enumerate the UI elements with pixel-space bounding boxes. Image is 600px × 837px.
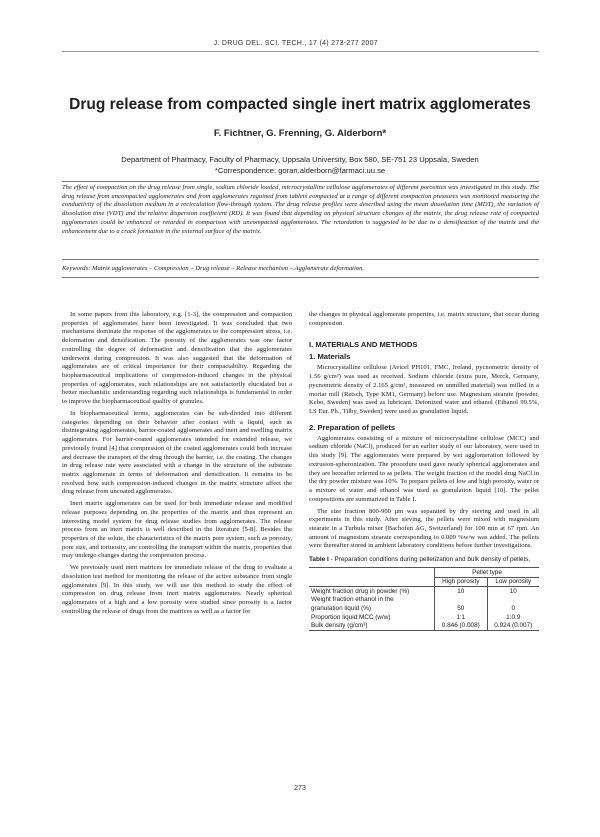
col-header-high: High porosity xyxy=(435,577,488,587)
intro-continuation: the changes in physical agglomerate properties, i.e. matrix structure, that occur during compression. xyxy=(309,311,539,327)
page-number: 273 xyxy=(294,785,306,792)
keywords: Keywords: Matrix agglomerates – Compression – Drug release – Release mechanism – Agglomerate deformation. xyxy=(62,265,365,272)
abstract-bottom-rule xyxy=(62,259,539,260)
table-row: Proportion liquid:MCC (w/w) 1:1 1:0.9 xyxy=(309,613,539,622)
table-subheader-row xyxy=(309,577,539,587)
col-header-low: Low porosity xyxy=(487,577,539,587)
keywords-bottom-rule xyxy=(62,277,539,278)
table-header-row xyxy=(309,568,539,578)
header-divider xyxy=(62,51,539,52)
journal-header: J. DRUG DEL. SCI. TECH., 17 (4) 273-277 2007 xyxy=(213,40,378,47)
table-row: granulation liquid (%) 50 0 xyxy=(309,604,539,613)
left-column xyxy=(62,311,292,619)
preparation-paragraph-1: Agglomerates consisting of a mixture of microcrystalline cellulose (MCC) and sodium chloride (NaCl), produced for an earlier study of our laboratory, were used in this study [9]. The agglomerates were prepared by wet agglomeration followed by extrusion-spheronization. The procedure used gave nearly spherical agglomerates and they are hereafter referred to as pellets. The weight fraction of the model drug NaCl in the dry powder mixture was 10%. To prepare pellets of low and high porosity, water or a mixture of water and ethanol was used as granulation liquid [10]. The pellet compositions are summarized in Table I. xyxy=(309,434,539,503)
affiliation-block xyxy=(40,154,560,176)
table-caption-label: Table I xyxy=(309,556,329,564)
intro-paragraph-1: In some papers from this laboratory, e.g. [1-3], the compression and compaction properties of agglomerates have been investigated. It was concluded that two mechanisms dominate the response of the agglomerates to the compression stress, i.e. deformation and densification. The porosity of the agglomerates was one factor controlling the degree of deformation and densification that the agglomerates underwent during compression. It was also suggested that the deformation of agglomerates are of critical importance for their compactability. Regarding the biopharmaceutical implications of compression-induced changes in the physical properties of agglomerates, such relationships are not satisfactorily elucidated but a better mechanistic understanding regarding such relationships is fundamental in order to improve the biopharmaceutical quality of granules. xyxy=(62,311,292,406)
subsection-preparation: 2. Preparation of pellets xyxy=(309,422,396,432)
table-caption-text: - Preparation conditions during pelletization and bulk density of pellets. xyxy=(328,556,531,564)
table-row: Bulk density (g/cm³) 0.846 (0.008) 0.924 (0.007) xyxy=(309,622,539,631)
affiliation: Department of Pharmacy, Faculty of Pharmacy, Uppsala University, Box 580, SE-751 23 Uppsala, Sweden xyxy=(121,155,479,164)
materials-paragraph: Microcrystalline cellulose (Avicel PH101, FMC, Ireland, pycnometric density of 1.56 g/cm³) was used as received. Sodium chloride (extra pure, Merck, Germany, pycnometric density of 2.165 g/cm³, measured on unmilled material) was milled in a mortar mill (Retsch, Type KM1, Germany) before use. Magnesium stearate (powder, Kebo, Sweden) was used as lubricant. Deionized water and ethanol (Ethanol 99.5%, LS Eur. Ph., Tilby, Sweden) were used as granulation liquid. xyxy=(309,364,539,416)
correspondence: *Correspondence: goran.alderborn@farmaci.uu.se xyxy=(214,166,386,175)
preparation-paragraph-2: The size fraction 800-900 μm was separated by dry sieving and used in all experiments in this study. After sieving, the pellets were mixed with magnesium stearate in a Turbula mixer (Bachofen AG, Switzerland) for 100 min at 67 rpm. An amount of magnesium stearate corresponding to 0.009 %w/w was added. The pellets were thereafter stored in ambient laboratory conditions before further investigations. xyxy=(309,507,539,550)
abstract-top-rule xyxy=(62,181,539,182)
paper-title: Drug release from compacted single inert matrix agglomerates xyxy=(69,96,531,113)
table-1 xyxy=(309,567,539,631)
intro-paragraph-2: In biopharmaceutical terms, agglomerates can be sub-divided into different categories depending on their behavior after contact with a liquid, such as disintegrating agglomerates, barrier-coated agglomerates and inert and swelling matrix agglomerates. For barrier-coated agglomerates intended for extended release, we previously found [4] that compression of the coated agglomerates could both increase and decrease the transport of the drug through the barrier, i.e. the coating. The changes in drug release rate were associated with a change in the structure of the substrate matrix agglomerate in terms of deformation and densification. It remains to be resolved how such compression-induced changes in the matrix structure affect the drug release from uncoated agglomerates. xyxy=(62,409,292,496)
table-row: Weight fraction ethanol in the xyxy=(309,596,539,605)
right-column xyxy=(309,311,539,631)
subsection-materials: 1. Materials xyxy=(309,352,351,362)
table-group-header: Pellet type xyxy=(435,568,540,578)
section-heading-methods: I. MATERIALS AND METHODS xyxy=(309,340,418,350)
table-caption xyxy=(309,556,539,564)
intro-paragraph-3: Inert matrix agglomerates can be used for both immediate release and modified release purposes depending on the properties of the matrix and thus represent an interesting model system for drug release studies from agglomerates. The release process from an inert matrix is well described in the literature [5-8]. Besides the properties of the solute, the characteristics of the matrix pore system, such as porosity, pore size, and tortuosity, are controlling the transport within the matrix, properties that may undergo changes during the compression process. xyxy=(62,500,292,560)
table-row: Weight fraction drug in powder (%) 10 10 xyxy=(309,587,539,596)
authors: F. Fichtner, G. Frenning, G. Alderborn* xyxy=(213,128,387,139)
abstract: The effect of compaction on the drug release from single, sodium chloride loaded, microcrystalline cellulose agglomerates of different porosities was investigated in this study. The drug release from uncompacted agglomerates and from agglomerates regained from tablets compacted at a range of different compaction pressures was monitored measuring the conductivity of the dissolution medium in a recirculation flow-through system. The drug release profiles were described using the mean dissolution time (MDT), the variation of dissolution time (VDT) and the relative dispersion coefficient (RD). It was found that depending on physical structure changes of the matrix, the drug release rate of compacted agglomerates could be enhanced or retarded in comparison with uncompacted agglomerates. The retardation is suggested to be due to a densification of the matrix and the enhancement due to a crack formation in the external surface of the matrix. xyxy=(62,184,539,235)
intro-paragraph-4: We previously used inert matrices for immediate release of the drug to evaluate a dissolution test method for monitoring the release of the active substance from single agglomerates [9]. In this study, we will use this method to study the effect of compression on drug release from inert matrix agglomerates. Nearly spherical agglomerates of a high and a low porosity were studied since porosity is a factor controlling the release of drugs from the matrices as well as a factor for xyxy=(62,564,292,615)
